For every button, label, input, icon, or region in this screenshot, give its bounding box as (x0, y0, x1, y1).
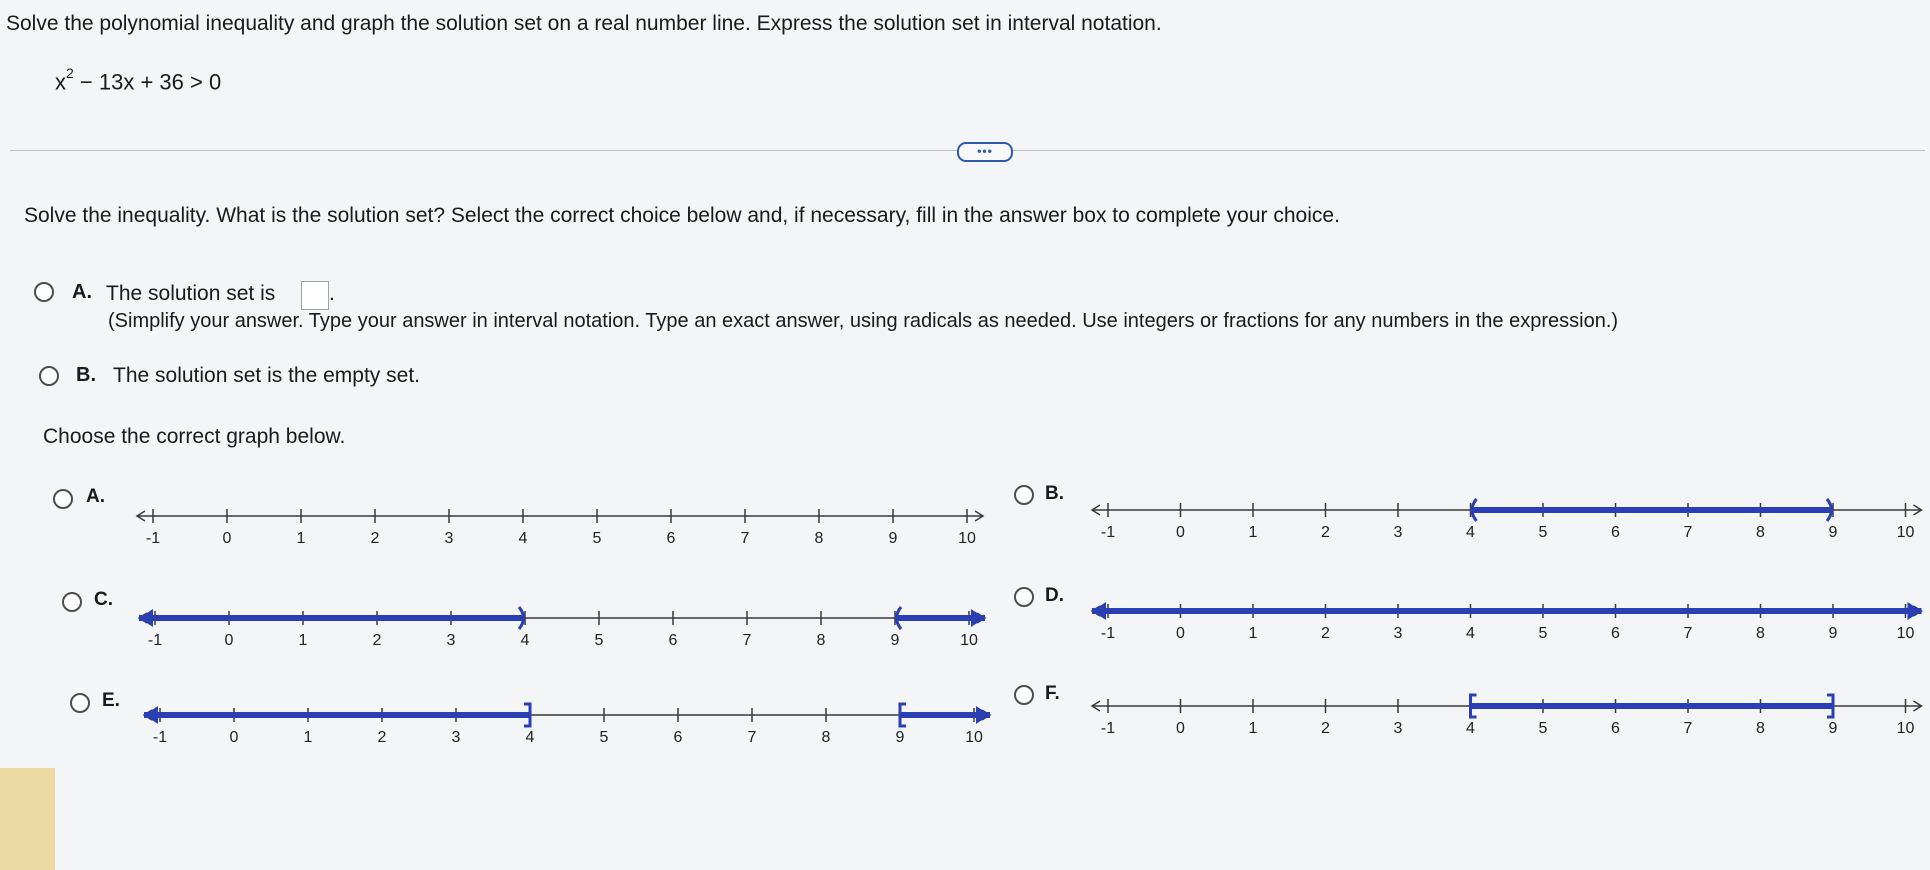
tick-label: 6 (666, 530, 676, 547)
more-button[interactable]: ••• (957, 142, 1013, 162)
tick-label: -1 (1100, 720, 1116, 737)
tick-label: 3 (446, 632, 456, 649)
tick-label: 1 (1248, 625, 1258, 642)
graph-a-letter: A. (86, 486, 105, 507)
shade-arrow-right (1908, 602, 1922, 620)
tick-label: 2 (1321, 524, 1330, 541)
tick-label: 0 (222, 530, 232, 547)
answer-input-box[interactable] (301, 281, 329, 310)
number-line-graph-c (125, 606, 1005, 656)
radio-graph-f[interactable] (1014, 685, 1034, 705)
shade-arrow-right (976, 706, 990, 724)
option-a-letter: A. (72, 281, 92, 303)
tick-label: -1 (1100, 524, 1116, 541)
graph-d-letter: D. (1045, 585, 1064, 606)
number-line-graph-a (125, 504, 995, 554)
tick-label: 0 (1176, 625, 1185, 642)
radio-graph-c[interactable] (62, 592, 82, 612)
tick-label: 7 (1683, 625, 1693, 642)
tick-label: 5 (1538, 625, 1548, 642)
option-b-text: The solution set is the empty set. (113, 364, 420, 387)
tick-label: 0 (1176, 720, 1185, 737)
tick-label: 2 (370, 530, 380, 547)
tick-label: 8 (1756, 524, 1765, 541)
tick-label: 4 (520, 632, 530, 649)
tick-label: 8 (1756, 625, 1765, 642)
tick-label: 7 (1683, 524, 1693, 541)
tick-label: 10 (965, 729, 983, 746)
tick-label: 3 (1393, 720, 1403, 737)
tick-label: 4 (525, 729, 535, 746)
tick-label: 8 (816, 632, 826, 649)
tick-label: 10 (1896, 524, 1915, 541)
graph-c-letter: C. (94, 589, 113, 610)
option-b-letter: B. (76, 364, 96, 386)
desk-edge (0, 768, 55, 870)
tick-label: 3 (1393, 625, 1403, 642)
number-line-graph-e (130, 703, 1010, 753)
tick-label: -1 (1100, 625, 1116, 642)
inequality: $x^2 - 13x + 36 > 0$ (55, 65, 222, 95)
tick-label: 2 (372, 632, 382, 649)
tick-label: 9 (1828, 625, 1838, 642)
tick-label: 4 (518, 530, 528, 547)
tick-label: 1 (1248, 524, 1258, 541)
tick-label: 6 (673, 729, 683, 746)
tick-label: 1 (296, 530, 306, 547)
shade-arrow-right (971, 609, 985, 627)
part1-instruction: Solve the inequality. What is the solution set? Select the correct choice below and, if necessary, fill in the answer box to complete your choice. (24, 204, 1340, 227)
tick-label: 10 (1896, 720, 1915, 737)
tick-label: 9 (1828, 720, 1838, 737)
tick-label: 6 (1611, 524, 1620, 541)
tick-label: 2 (377, 729, 387, 746)
graph-f-letter: F. (1045, 683, 1060, 704)
tick-label: 1 (303, 729, 313, 746)
tick-label: 3 (451, 729, 461, 746)
tick-label: -1 (147, 632, 163, 649)
radio-graph-d[interactable] (1014, 587, 1034, 607)
tick-label: 10 (960, 632, 978, 649)
number-line-graph-d (1080, 599, 1930, 649)
radio-graph-a[interactable] (53, 489, 73, 509)
tick-label: 9 (888, 530, 898, 547)
tick-label: 6 (668, 632, 678, 649)
tick-label: 4 (1466, 720, 1475, 737)
part2-instruction: Choose the correct graph below. (43, 425, 346, 448)
graph-b-letter: B. (1045, 483, 1064, 504)
shade-arrow-left (144, 706, 158, 724)
shade-arrow-left (139, 609, 153, 627)
tick-label: 5 (1538, 524, 1548, 541)
tick-label: 3 (1393, 524, 1403, 541)
tick-label: 1 (1248, 720, 1258, 737)
option-a-hint: (Simplify your answer. Type your answer in interval notation. Type an exact answer, using radicals as needed. Use integers or fractions for any numbers in the expression.) (108, 310, 1619, 332)
radio-option-b[interactable] (39, 366, 59, 386)
tick-label: 5 (1538, 720, 1548, 737)
graph-e-letter: E. (102, 690, 120, 711)
tick-label: 7 (1683, 720, 1693, 737)
shade-arrow-left (1092, 602, 1106, 620)
tick-label: 4 (1466, 625, 1475, 642)
radio-option-a[interactable] (34, 282, 54, 302)
tick-label: 7 (742, 632, 752, 649)
question-prompt: Solve the polynomial inequality and graph the solution set on a real number line. Express the solution set in interval notation. (6, 12, 1162, 35)
tick-label: 6 (1611, 720, 1620, 737)
tick-label: 9 (895, 729, 905, 746)
tick-label: 10 (958, 530, 976, 547)
tick-label: 9 (890, 632, 900, 649)
tick-label: 9 (1828, 524, 1838, 541)
tick-label: 10 (1896, 625, 1915, 642)
tick-label: 5 (592, 530, 602, 547)
tick-label: 0 (229, 729, 239, 746)
tick-label: 8 (821, 729, 831, 746)
tick-label: -1 (152, 729, 168, 746)
option-a-period: . (329, 282, 335, 305)
tick-label: 6 (1611, 625, 1620, 642)
option-a-text: The solution set is (106, 282, 276, 305)
tick-label: 1 (298, 632, 308, 649)
tick-label: 0 (224, 632, 234, 649)
tick-label: 7 (747, 729, 757, 746)
tick-label: 5 (599, 729, 609, 746)
tick-label: 2 (1321, 625, 1330, 642)
radio-graph-b[interactable] (1014, 485, 1034, 505)
tick-label: 5 (594, 632, 604, 649)
tick-label: 2 (1321, 720, 1330, 737)
tick-label: 4 (1466, 524, 1475, 541)
number-line-graph-b (1080, 498, 1930, 548)
tick-label: 3 (444, 530, 454, 547)
tick-label: 8 (1756, 720, 1765, 737)
number-line-graph-f (1080, 694, 1930, 744)
tick-label: 8 (814, 530, 824, 547)
tick-label: 7 (740, 530, 750, 547)
tick-label: 0 (1176, 524, 1185, 541)
tick-label: -1 (145, 530, 161, 547)
radio-graph-e[interactable] (70, 693, 90, 713)
